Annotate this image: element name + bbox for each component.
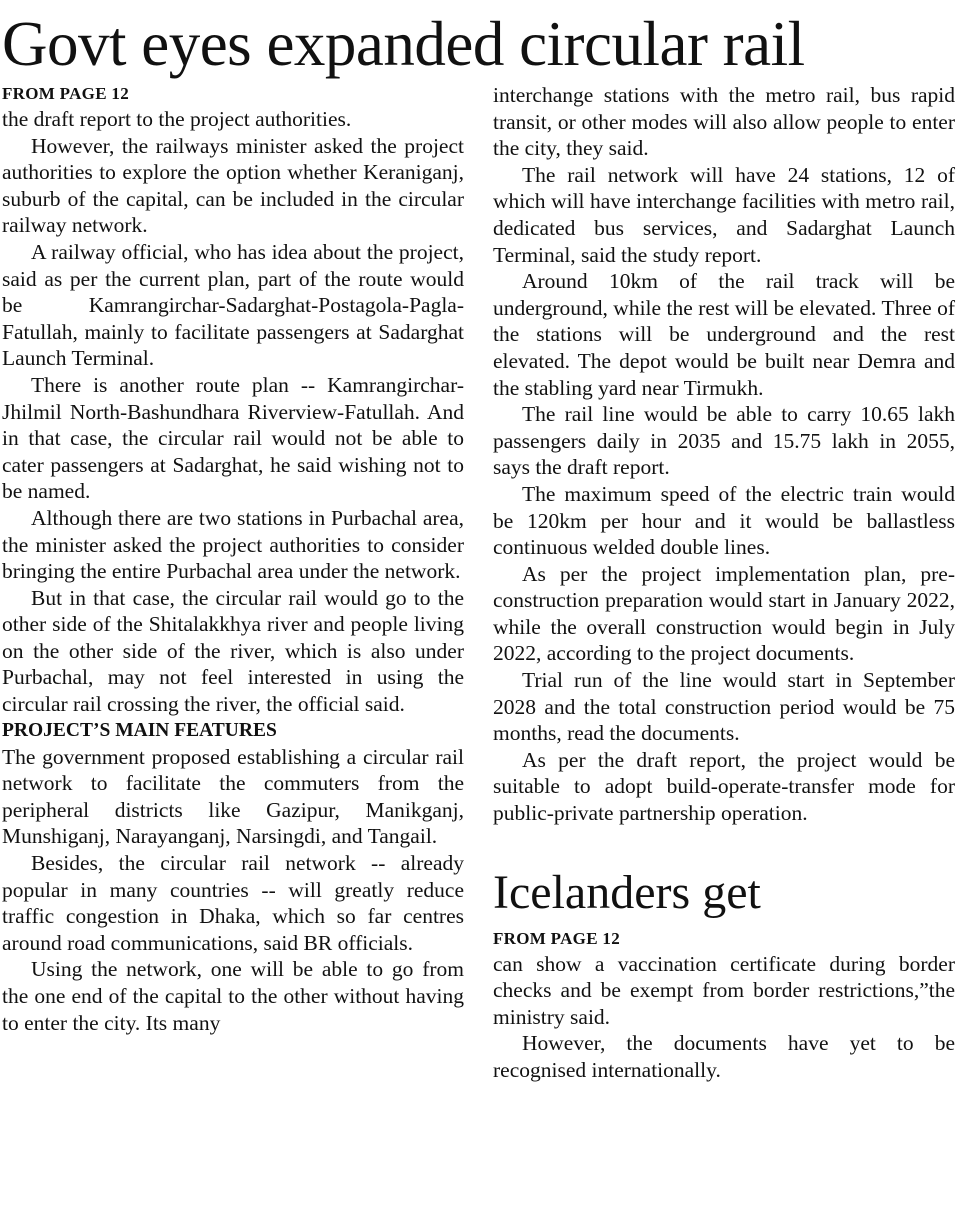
article-paragraph: As per the draft report, the project would be suitable to adopt build-operate-transfer mode for public-private partnership operation.: [493, 747, 955, 826]
second-article-jump-from-label: FROM PAGE 12: [493, 928, 620, 948]
article-paragraph: can show a vaccination certificate during border checks and be exempt from border restrictions,”the ministry said.: [493, 951, 955, 1029]
right-column-body: [493, 82, 955, 827]
article-paragraph: Around 10km of the rail track will be underground, while the rest will be elevated. Three of the stations will be underground and the rest elevated. The depot would be built near Demra and the stabling yard near Tirmukh.: [493, 269, 955, 400]
second-article-body: [493, 951, 955, 1084]
article-paragraph: The rail line would be able to carry 10.65 lakh passengers daily in 2035 and 15.75 lakh in 2055, says the draft report.: [493, 402, 955, 480]
article-paragraph: There is another route plan -- Kamrangirchar-Jhilmil North-Bashundhara Riverview-Fatullah. And in that case, the circular rail would not be able to cater passengers at Sadarghat, he said wishing not to be named.: [2, 372, 464, 504]
main-headline: Govt eyes expanded circular rail: [2, 9, 805, 79]
left-column-body-after-subhead: [2, 744, 464, 1037]
article-paragraph: But in that case, the circular rail would go to the other side of the Shitalakkhya river and people living on the other side of the river, which is also under Purbachal, may not feel interested in using the circular rail crossing the river, the official said.: [2, 585, 464, 717]
jump-from-label: FROM PAGE 12: [2, 84, 129, 103]
second-article-headline: Icelanders get: [493, 865, 761, 919]
right-column: [493, 82, 955, 1084]
article-paragraph: As per the project implementation plan, pre-construction preparation would start in January 2022, while the overall construction would begin in July 2022, according to the project documents.: [493, 561, 955, 666]
article-paragraph: interchange stations with the metro rail, bus rapid transit, or other modes will also allow people to enter the city, they said.: [493, 83, 955, 161]
article-paragraph: Although there are two stations in Purbachal area, the minister asked the project authorities to consider bringing the entire Purbachal area under the network.: [2, 505, 464, 584]
left-column-body: [2, 106, 464, 718]
article-paragraph: the draft report to the project authorities.: [2, 107, 352, 131]
article-paragraph: Trial run of the line would start in September 2028 and the total construction period would be 75 months, read the documents.: [493, 668, 955, 746]
section-subhead: PROJECT’S MAIN FEATURES: [2, 719, 277, 741]
article-paragraph: The maximum speed of the electric train would be 120km per hour and it would be ballastless continuous welded double lines.: [493, 481, 955, 560]
article-paragraph: Besides, the circular rail network -- already popular in many countries -- will greatly reduce traffic congestion in Dhaka, which so far centres around road communications, said BR officials.: [2, 851, 464, 955]
article-paragraph: Using the network, one will be able to go from the one end of the capital to the other without having to enter the city. Its many: [2, 957, 464, 1035]
article-paragraph: The rail network will have 24 stations, 12 of which will have interchange facilities with metro rail, dedicated bus services, and Sadarghat Launch Terminal, said the study report.: [493, 162, 955, 267]
article-paragraph: However, the railways minister asked the project authorities to explore the option whether Keraniganj, suburb of the capital, can be included in the circular railway network.: [2, 133, 464, 238]
article-paragraph: A railway official, who has idea about the project, said as per the current plan, part of the route would be Kamrangirchar-Sadarghat-Postagola-Pagla-Fatullah, mainly to facilitate passengers at Sadarghat Launch Terminal.: [2, 239, 464, 371]
article-paragraph: The government proposed establishing a circular rail network to facilitate the commuters from the peripheral districts like Gazipur, Manikganj, Munshiganj, Narayanganj, Narsingdi, and Tangail.: [2, 744, 464, 849]
article-paragraph: However, the documents have yet to be recognised internationally.: [493, 1031, 955, 1082]
left-column: [2, 82, 464, 1036]
